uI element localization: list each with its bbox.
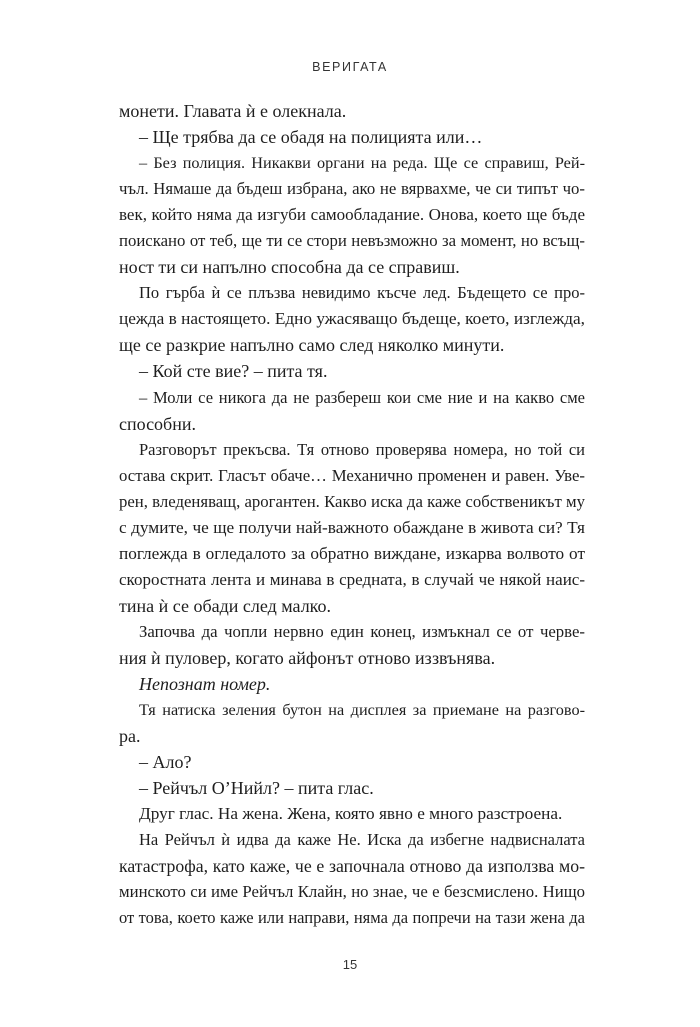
text-line: Непознат номер. (139, 674, 271, 695)
text-line: ра. (119, 726, 141, 747)
text-line: с думите, че ще получи най-важното обаждане в живота си? Тя (119, 517, 585, 537)
text-line: Друг глас. На жена. Жена, която явно е много разстроена. (139, 804, 563, 824)
text-line: тина ѝ се обади след малко. (119, 595, 332, 616)
text-line: век, който няма да изгуби самообладание. Онова, което ще бъде (119, 205, 585, 225)
text-line: от това, което каже или направи, няма да попречи на тази жена да (119, 908, 585, 928)
text-line: – Рейчъл О’Нийл? – пита глас. (139, 778, 374, 799)
text-line: монети. Главата ѝ е олекнала. (119, 101, 347, 121)
text-line: цежда в настоящето. Едно ужасяващо бъдеще, което, изглежда, (119, 309, 585, 329)
text-line: По гърба ѝ се плъзва невидимо късче лед. Бъдещето се про- (139, 283, 585, 303)
text-line: катастрофа, като каже, че е започнала отново да използва мо- (119, 856, 585, 877)
text-line: Тя натиска зеления бутон на дисплея за приемане на разгово- (139, 701, 585, 720)
text-line: минското си име Рейчъл Клайн, но знае, че е безсмислено. Нищо (119, 882, 585, 902)
text-line: рен, вледеняващ, арогантен. Какво иска да каже собственикът му (119, 491, 585, 511)
text-line: На Рейчъл ѝ идва да каже Не. Иска да избегне надвисналата (139, 830, 585, 850)
text-line: ност ти си напълно способна да се справиш. (119, 257, 460, 278)
text-line: ще се разкрие напълно само след няколко минути. (119, 335, 505, 356)
text-line: поискано от теб, ще ти се стори невъзможно за момент, но всъщ- (119, 231, 585, 251)
body-text (119, 98, 585, 932)
text-line: чъл. Нямаше да бъдеш избрана, ако не вярвахме, че си типът чо- (119, 179, 585, 199)
text-line: поглежда в огледалото за обратно виждане, изкарва волвото от (119, 543, 585, 563)
text-line: остава скрит. Гласът обаче… Механично променен и равен. Уве- (119, 465, 585, 485)
text-line: скоростната лента и минава в средната, в случай че някой наис- (119, 569, 585, 589)
text-line: – Ало? (139, 752, 192, 773)
text-line: – Кой сте вие? – пита тя. (139, 361, 328, 382)
running-header: ВЕРИГАТА (312, 60, 388, 74)
text-line: – Без полиция. Никакви органи на реда. Ще се справиш, Рей- (139, 154, 585, 173)
text-line: – Моли се никога да не разбереш кои сме ние и на какво сме (139, 387, 585, 407)
text-line: Разговорът прекъсва. Тя отново проверява номера, но той си (139, 439, 585, 459)
text-line: – Ще трябва да се обадя на полицията или… (139, 127, 483, 148)
text-line: ния ѝ пуловер, когато айфонът отново иззвънява. (119, 647, 496, 668)
text-line: Започва да чопли нервно един конец, измъкнал се от черве- (139, 621, 585, 641)
page-number: 15 (342, 957, 358, 972)
text-line: способни. (119, 413, 196, 434)
